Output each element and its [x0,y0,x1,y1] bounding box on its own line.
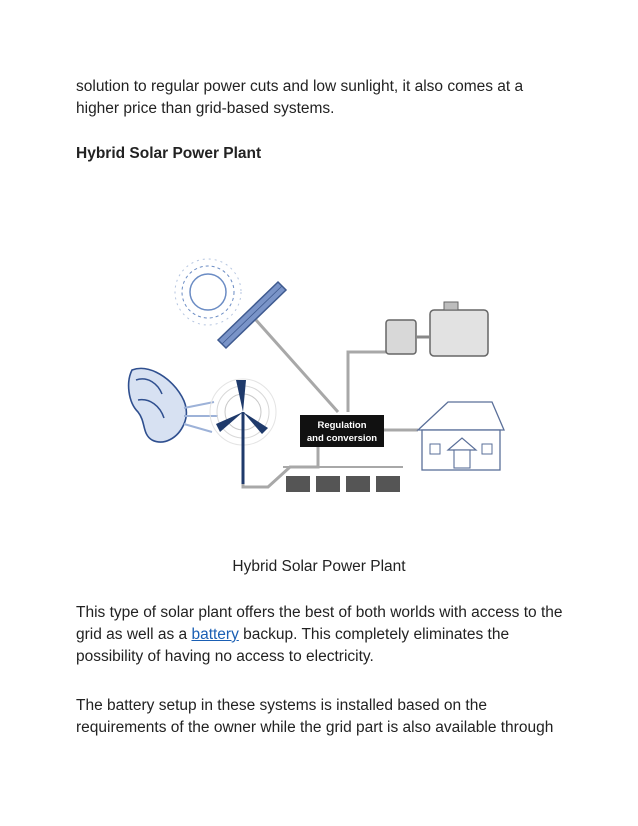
regulation-box [300,415,384,447]
regulation-label-line-2: and conversion [306,433,378,444]
intro-paragraph [76,76,566,120]
battery-link[interactable]: battery [191,626,239,643]
paragraph-1 [76,602,566,668]
hybrid-solar-diagram [118,252,508,502]
figure-caption: Hybrid Solar Power Plant [232,558,406,575]
paragraph-1-text-after: backup. This completely eliminates the possibility of having no access to electricity. [76,626,510,665]
wind-turbine-icon [210,379,276,484]
paragraph-1-text-before: This type of solar plant offers the best of both worlds with access to the grid as well as a [76,604,563,643]
section-heading: Hybrid Solar Power Plant [76,145,262,162]
paragraph-2: The battery setup in these systems is installed based on the requirements of the owner while the grid part is also available through [76,697,554,736]
battery-bank-icon [283,467,403,492]
intro-line-1: solution to regular power cuts and low sunlight, it also comes at a [76,78,524,95]
intro-line-2: higher price than grid-based systems. [76,100,335,117]
sun-icon [175,259,241,325]
house-icon [418,402,504,470]
solar-panel-icon [218,282,286,348]
generator-icon [386,302,488,356]
regulation-label-line-1: Regulation [317,420,367,431]
wind-face-icon [129,368,218,442]
